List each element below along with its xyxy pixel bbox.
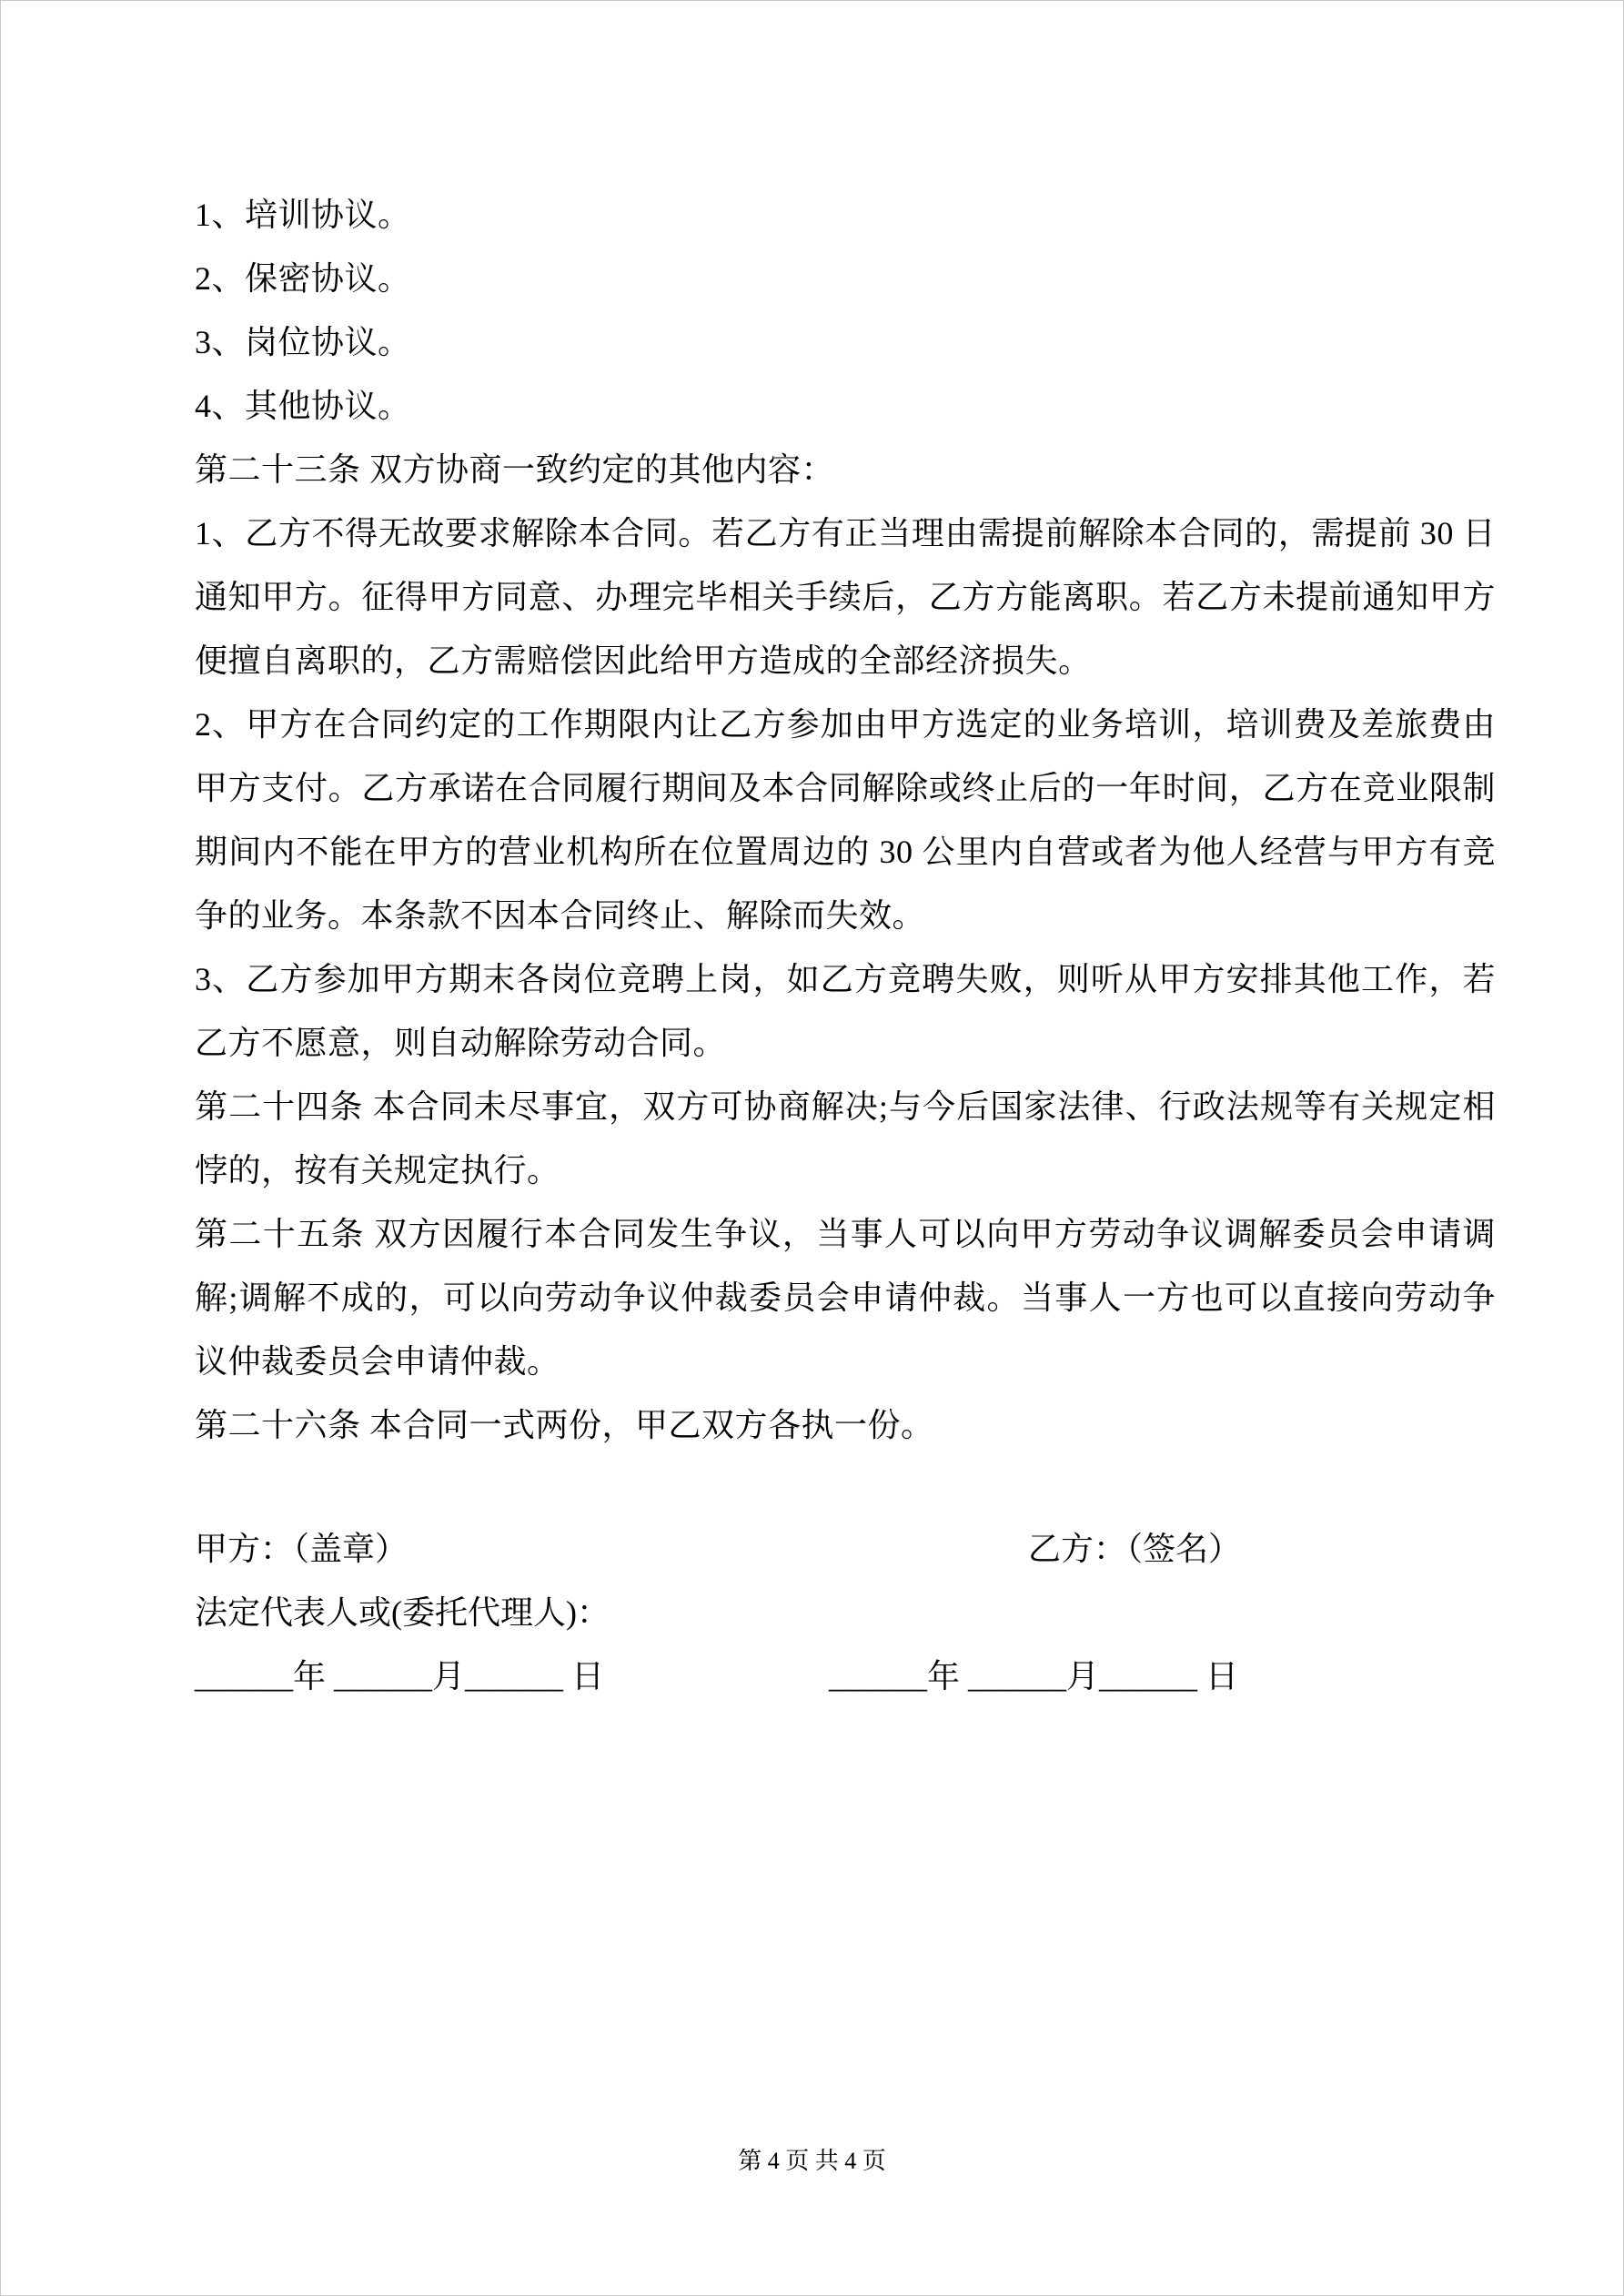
legal-representative-label: 法定代表人或(委托代理人)： <box>195 1594 610 1631</box>
clause-23-item-3: 3、乙方参加甲方期末各岗位竞聘上岗，如乙方竞聘失败，则听从甲方安排其他工作，若乙方不愿意，则自动解除劳动合同。 <box>195 961 1496 1061</box>
page-number-footer: 第 4 页 共 4 页 <box>738 2148 886 2174</box>
party-a-date-line: ______年 ______月______ 日 <box>195 1658 604 1694</box>
clause-23-item-2: 2、甲方在合同约定的工作期限内让乙方参加由甲方选定的业务培训，培训费及差旅费由甲方支付。乙方承诺在合同履行期间及本合同解除或终止后的一年时间，乙方在竞业限制期间内不能在甲方的营业机构所在位置周边的 30 公里内自营或者为他人经营与甲方有竞争的业务。本条款不因本合同终止、解除而失效。 <box>195 706 1496 934</box>
party-a-signature-label: 甲方：（盖章） <box>195 1531 409 1567</box>
party-b-date-line: ______年 ______月______ 日 <box>829 1658 1238 1694</box>
date-row <box>195 1644 1496 1708</box>
annex-list-item-3: 3、岗位协议。 <box>195 324 411 360</box>
signature-section <box>195 1517 1496 1708</box>
clause-25: 第二十五条 双方因履行本合同发生争议，当事人可以向甲方劳动争议调解委员会申请调解;调解不成的，可以向劳动争议仲裁委员会申请仲裁。当事人一方也可以直接向劳动争议仲裁委员会申请仲裁。 <box>195 1216 1496 1380</box>
contract-body <box>195 183 1496 1708</box>
legal-representative-row <box>195 1581 1496 1644</box>
party-b-signature-label: 乙方：（签名） <box>1028 1531 1242 1567</box>
annex-list-item-1: 1、培训协议。 <box>195 197 411 233</box>
clause-23-item-1: 1、乙方不得无故要求解除本合同。若乙方有正当理由需提前解除本合同的，需提前 30 日通知甲方。征得甲方同意、办理完毕相关手续后，乙方方能离职。若乙方未提前通知甲方便擅自离职的，乙方需赔偿因此给甲方造成的全部经济损失。 <box>195 515 1496 679</box>
clause-24: 第二十四条 本合同未尽事宜，双方可协商解决;与今后国家法律、行政法规等有关规定相悖的，按有关规定执行。 <box>195 1088 1496 1188</box>
annex-list-item-4: 4、其他协议。 <box>195 388 411 424</box>
clause-26: 第二十六条 本合同一式两份，甲乙双方各执一份。 <box>195 1407 934 1443</box>
annex-list-item-2: 2、保密协议。 <box>195 260 411 297</box>
clause-23-heading: 第二十三条 双方协商一致约定的其他内容： <box>195 451 835 488</box>
signature-parties-row <box>195 1517 1496 1581</box>
